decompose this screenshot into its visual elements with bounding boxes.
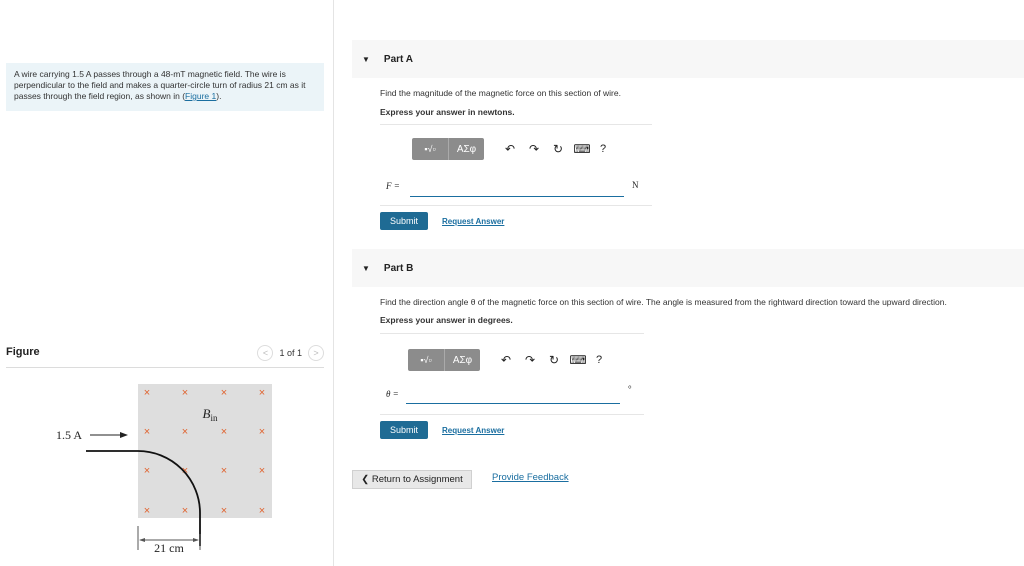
figure-header xyxy=(6,344,324,368)
part-b-submit-button[interactable]: Submit xyxy=(380,421,428,439)
field-x-marker: × xyxy=(258,426,266,438)
field-x-marker: × xyxy=(181,465,189,477)
provide-feedback-link[interactable]: Provide Feedback xyxy=(492,472,569,483)
problem-text: A wire carrying 1.5 A passes through a 48-mT magnetic field. The wire is perpendicular to the field and makes a quarter-circle turn of radius 21 cm as it passes through the field region, as shown in ( xyxy=(14,69,306,101)
chevron-left-icon[interactable]: < xyxy=(257,345,273,361)
collapse-caret-icon[interactable]: ▼ xyxy=(362,54,370,64)
keyboard-icon[interactable]: ⌨ xyxy=(573,142,591,156)
part-a-submit-button[interactable]: Submit xyxy=(380,212,428,230)
field-x-marker: × xyxy=(258,465,266,477)
part-a-title: Part A xyxy=(383,53,414,65)
field-x-marker: × xyxy=(220,387,228,399)
redo-icon[interactable]: ↷ xyxy=(528,142,540,156)
part-a-header[interactable] xyxy=(352,40,1024,78)
help-button[interactable]: ? xyxy=(595,354,603,366)
current-label: 1.5 A xyxy=(56,428,83,442)
magnetic-field-region xyxy=(138,384,272,518)
current-arrowhead xyxy=(120,432,128,438)
field-x-marker: × xyxy=(181,505,189,517)
field-x-marker: × xyxy=(143,505,151,517)
return-to-assignment-button[interactable]: ❮ Return to Assignment xyxy=(352,470,472,489)
greek-symbols-button[interactable]: ΑΣφ xyxy=(444,349,480,371)
problem-statement xyxy=(6,63,324,111)
templates-button[interactable]: ▪√▫ xyxy=(412,138,448,160)
help-button[interactable]: ? xyxy=(599,143,607,155)
undo-icon[interactable]: ↶ xyxy=(500,353,512,367)
radius-label: 21 cm xyxy=(154,541,184,555)
field-label: $B_{in}$ xyxy=(202,406,218,423)
part-a-answer-box xyxy=(380,124,652,206)
part-b-variable-label: θ = xyxy=(386,389,399,399)
chevron-right-icon[interactable]: > xyxy=(308,345,324,361)
part-a-request-answer-link[interactable]: Request Answer xyxy=(442,217,505,226)
part-b-answer-input[interactable] xyxy=(406,382,620,404)
field-x-marker: × xyxy=(258,505,266,517)
field-x-marker: × xyxy=(143,426,151,438)
part-b-title: Part B xyxy=(383,262,414,274)
field-x-marker: × xyxy=(181,426,189,438)
problem-panel xyxy=(0,0,334,566)
keyboard-icon[interactable]: ⌨ xyxy=(569,353,587,367)
reset-icon[interactable]: ↻ xyxy=(548,353,560,367)
field-x-marker: × xyxy=(143,387,151,399)
figure-title: Figure xyxy=(6,346,40,358)
greek-symbols-button[interactable]: ΑΣφ xyxy=(448,138,484,160)
part-b-answer-box xyxy=(380,333,644,415)
pager-label: 1 of 1 xyxy=(279,348,302,358)
part-b-instruction: Express your answer in degrees. xyxy=(380,315,513,325)
figure-pager xyxy=(257,344,324,362)
undo-icon[interactable]: ↶ xyxy=(504,142,516,156)
redo-icon[interactable]: ↷ xyxy=(524,353,536,367)
part-b-toolbar xyxy=(408,348,608,372)
part-b-header[interactable] xyxy=(352,249,1024,287)
collapse-caret-icon[interactable]: ▼ xyxy=(362,263,370,273)
problem-text-end: ). xyxy=(216,91,222,101)
field-x-marker: × xyxy=(220,426,228,438)
field-x-marker: × xyxy=(220,465,228,477)
field-x-marker: × xyxy=(181,387,189,399)
radius-arrow-right xyxy=(193,538,199,542)
part-a-unit: N xyxy=(632,180,639,190)
reset-icon[interactable]: ↻ xyxy=(552,142,564,156)
field-subscript: in xyxy=(210,413,218,423)
field-x-marker: × xyxy=(220,505,228,517)
part-a-answer-input[interactable] xyxy=(410,175,624,197)
part-b-request-answer-link[interactable]: Request Answer xyxy=(442,426,505,435)
figure-link[interactable]: Figure 1 xyxy=(185,91,217,101)
radius-arrow-left xyxy=(139,538,145,542)
field-x-marker: × xyxy=(143,465,151,477)
part-a-variable-label: F = xyxy=(386,181,400,191)
part-a-question: Find the magnitude of the magnetic force on this section of wire. xyxy=(380,88,621,98)
part-b-unit: ° xyxy=(628,384,632,394)
part-a-toolbar xyxy=(412,137,612,161)
figure-diagram xyxy=(50,378,290,558)
templates-button[interactable]: ▪√▫ xyxy=(408,349,444,371)
part-a-instruction: Express your answer in newtons. xyxy=(380,107,515,117)
field-x-marker: × xyxy=(258,387,266,399)
part-b-question: Find the direction angle θ of the magnetic force on this section of wire. The angle is measured from the rightward direction toward the upward direction. xyxy=(380,297,947,307)
